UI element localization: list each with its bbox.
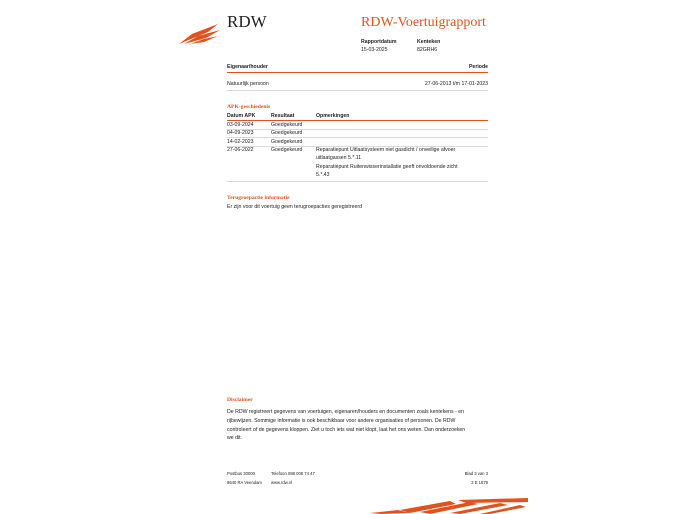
rdw-stripes-decoration [370,497,528,514]
disclaimer-heading: Disclaimer [227,397,253,403]
disclaimer-line: De RDW registreert gegevens van voertuigen, eigenaren/houders en documenten zoals kentekens - en [227,409,465,415]
footer-phone: Telefoon 088 008 74 47 [271,471,315,476]
plate-value: 82GRH6 [417,47,438,53]
apk-col-remarks: Opmerkingen [316,113,350,119]
footer-code: 2 E 1679 [471,480,488,485]
owner-type: Natuurlijk persoon [227,81,269,87]
brand-name: RDW [227,12,267,31]
apk-result: Goedgekeurd [271,122,303,128]
apk-remark-line: uitlaatgassen 5.*.11 [316,155,362,161]
recalls-text: Er zijn voor dit voertuig geen terugroepacties geregistreerd [227,204,362,210]
owner-bottom-rule [227,90,488,91]
owner-period: 27-06-2013 t/m 17-01-2023 [424,81,488,87]
apk-result: Goedgekeurd [271,147,303,153]
table-row [227,146,488,182]
apk-remark-line: Reparatiepunt Ruitenwisserinstallatie geeft onvoldoende zicht [316,164,458,170]
apk-col-result: Resultaat [271,113,295,119]
row-divider [227,181,488,182]
report-date-label: Rapportdatum [361,39,397,45]
footer-page-number: Blad 3 van 3 [464,471,488,476]
apk-date: 14-02-2023 [227,139,254,145]
apk-remark-line: 5.*.43 [316,172,330,178]
footer-address-1: Postbus 30000 [227,471,255,476]
owner-rule [227,72,488,73]
footer-website[interactable]: www.rdw.nl [271,480,292,485]
owner-heading: Eigenaar/houder [227,64,268,70]
apk-col-date: Datum APK [227,113,256,119]
rdw-wing-logo [178,22,222,46]
footer-address-2: 9640 RA Veendam [227,480,262,485]
disclaimer-line: rijbewijzen. Sommige informatie is ook beschikbaar voor andere organisaties of personen. De RDW [227,418,456,424]
apk-date: 03-09-2024 [227,122,254,128]
apk-heading: APK-geschiedenis [227,104,271,110]
period-heading: Periode [468,64,488,70]
apk-result: Goedgekeurd [271,139,303,145]
disclaimer-line: controleert of de gegevens kloppen. Ziet u toch iets wat niet klopt, laat het ons weten. Dan onderzoeken [227,427,466,433]
apk-remark-line: Reparatiepunt Uitlaatsysteem niet gasdicht / onveilige afvoer [316,147,456,153]
apk-date: 27-06-2022 [227,147,254,153]
plate-label: Kenteken [417,39,441,45]
report-date: 15-03-2025 [361,47,388,53]
apk-date: 04-09-2023 [227,130,254,136]
disclaimer-line: we dit. [227,435,242,441]
apk-result: Goedgekeurd [271,130,303,136]
recalls-heading: Terugroepactie informatie [227,195,290,201]
report-title: RDW-Voertuigrapport [361,15,486,30]
